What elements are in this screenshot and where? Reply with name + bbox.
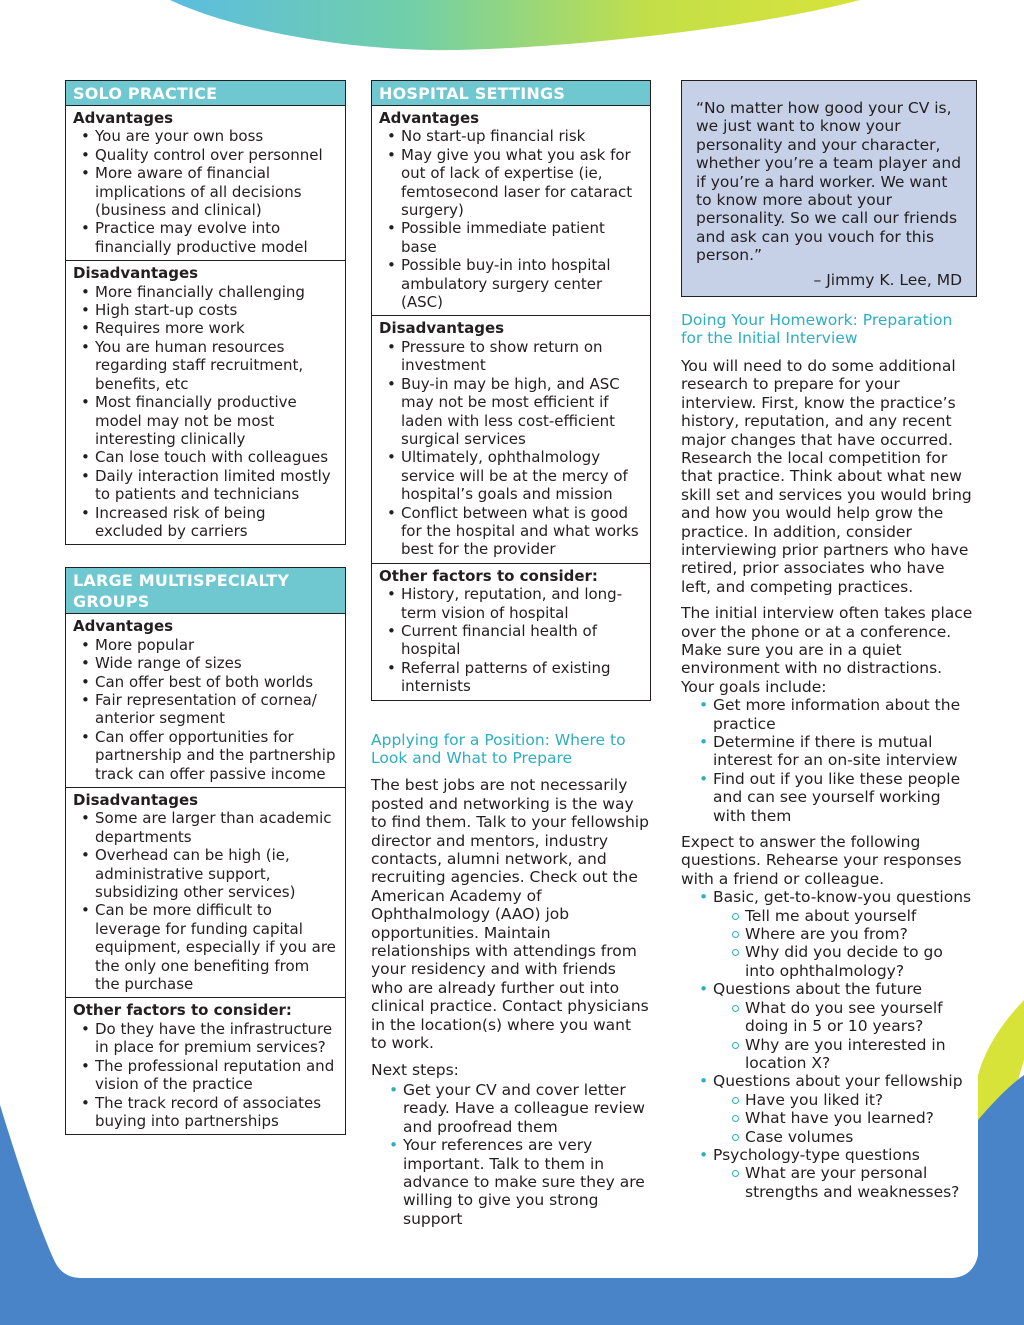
disadvantages-section (66, 261, 345, 544)
list-item: Why are you interested in location X? (731, 1036, 977, 1073)
list-item: • No start-up financial risk (387, 127, 643, 145)
section-title: Disadvantages (73, 791, 199, 809)
list-item: • Possible buy-in into hospital ambulatory surgery center (ASC) (387, 256, 643, 311)
list-item: • Determine if there is mutual interest for an on-site interview (699, 733, 977, 770)
list-item: • Overhead can be high (ie, administrative support, subsidizing other services) (81, 846, 338, 901)
section-title: Advantages (379, 109, 480, 127)
section-title: Disadvantages (379, 319, 505, 338)
list-item: • Some are larger than academic departments (81, 809, 338, 846)
box-title: HOSPITAL SETTINGS (372, 81, 650, 106)
section-title: Disadvantages (73, 264, 199, 283)
quote-text: “No matter how good your CV is, we just want to know your personality and your character, whether you’re a team player and if you’re a hard worker. We want to know more about your personality. So we call our friends and ask can you vouch for this person.” (696, 99, 962, 265)
list-item: • Find out if you like these people and can see yourself working with them (699, 770, 977, 825)
list-item: • The professional reputation and vision of the practice (81, 1057, 338, 1094)
section-title: Other factors to consider: (73, 1001, 292, 1020)
list-item: • More financially challenging (81, 283, 338, 301)
list-item: • Can offer opportunities for partnership and the partnership track can offer passive income (81, 728, 338, 783)
list-item: • Increased risk of being excluded by carriers (81, 504, 338, 541)
list-item (699, 888, 977, 980)
column-right (681, 80, 977, 1209)
solo-practice-box (65, 80, 346, 545)
homework-heading: Doing Your Homework: Preparation for the Initial Interview (681, 311, 953, 348)
homework-section (681, 311, 977, 1201)
list-item: Have you liked it? (731, 1091, 977, 1109)
box-title: LARGE MULTISPECIALTY GROUPS (66, 568, 345, 614)
column-middle (371, 80, 651, 1236)
advantages-section (66, 106, 345, 261)
list-item: • Get more information about the practice (699, 696, 977, 733)
disadvantages-section (66, 788, 345, 998)
list-item: • Wide range of sizes (81, 654, 338, 672)
homework-paragraph: The initial interview often takes place over the phone or at a conference. Make sure you are in a quiet environment with no distractions. Your goals include: (681, 604, 973, 696)
list-item: • Current financial health of hospital (387, 622, 643, 659)
top-swoosh (170, 0, 860, 50)
applying-heading: Applying for a Position: Where to Look and What to Prepare (371, 730, 626, 767)
large-multispecialty-box (65, 567, 346, 1135)
homework-paragraph: Expect to answer the following questions. Rehearse your responses with a friend or colleague. (681, 833, 962, 888)
quote-attribution: – Jimmy K. Lee, MD (813, 270, 962, 289)
list-item: • Can be more difficult to leverage for funding capital equipment, especially if you are the only one benefiting from the purchase (81, 901, 338, 993)
advantages-section (66, 614, 345, 788)
list-item (699, 1072, 977, 1146)
list-item: • High start-up costs (81, 301, 338, 319)
list-item: Tell me about yourself (731, 907, 977, 925)
list-item: • Daily interaction limited mostly to patients and technicians (81, 467, 338, 504)
section-title: Advantages (73, 109, 174, 127)
next-steps-label: Next steps: (371, 1060, 459, 1079)
list-item: • Practice may evolve into financially productive model (81, 219, 338, 256)
question-group-label: Questions about your fellowship (713, 1072, 963, 1091)
list-item: • Quality control over personnel (81, 146, 338, 164)
list-item: Why did you decide to go into ophthalmology? (731, 943, 977, 980)
list-item: • The track record of associates buying into partnerships (81, 1094, 338, 1131)
list-item: • History, reputation, and long-term vision of hospital (387, 585, 643, 622)
list-item: • Requires more work (81, 319, 338, 337)
box-title: SOLO PRACTICE (66, 81, 345, 106)
list-item: • Do they have the infrastructure in place for premium services? (81, 1020, 338, 1057)
question-group-label: Questions about the future (713, 980, 923, 999)
question-group-label: Psychology-type questions (713, 1145, 920, 1164)
column-left (65, 80, 346, 1157)
pull-quote (681, 80, 977, 297)
list-item: • Possible immediate patient base (387, 219, 643, 256)
list-item: • Referral patterns of existing internists (387, 659, 643, 696)
list-item: • Most financially productive model may not be most interesting clinically (81, 393, 338, 448)
other-factors-section (66, 998, 345, 1134)
section-title: Other factors to consider: (379, 566, 598, 585)
list-item: • Your references are very important. Talk to them in advance to make sure they are willing to give you strong support (389, 1136, 651, 1228)
question-group-label: Basic, get-to-know-you questions (713, 888, 972, 907)
list-item (699, 980, 977, 1072)
list-item: Case volumes (731, 1128, 977, 1146)
advantages-section (372, 106, 650, 316)
homework-paragraph: You will need to do some additional research to prepare for your interview. First, know the practice’s history, reputation, and any recent major changes that have occurred. Research the local competition for that practice. Think about what new skill set and services you would bring and how you would help grow the practice. In addition, consider interviewing prior partners who have retired, prior associates who have left, and competing practices. (681, 356, 972, 596)
disadvantages-section (372, 316, 650, 563)
list-item: What have you learned? (731, 1109, 977, 1127)
list-item: • More aware of financial implications of all decisions (business and clinical) (81, 164, 338, 219)
list-item: • Get your CV and cover letter ready. Have a colleague review and proofread them (389, 1081, 651, 1136)
list-item: • Conflict between what is good for the hospital and what works best for the provider (387, 504, 643, 559)
section-title: Advantages (73, 617, 174, 636)
list-item: • More popular (81, 636, 338, 654)
list-item: • You are human resources regarding staff recruitment, benefits, etc (81, 338, 338, 393)
list-item: • Fair representation of cornea/ anterior segment (81, 691, 338, 728)
applying-paragraph: The best jobs are not necessarily posted and networking is the way to find them. Talk to your fellowship director and mentors, industry contacts, alumni network, and recruiting agencies. Check out the American Academy of Ophthalmology (AAO) job opportunities. Maintain relationships with attendings from your residency and with friends who are already further out into clinical practice. Contact physicians in the location(s) where you want to work. (371, 776, 649, 1053)
applying-section (371, 731, 651, 1229)
list-item: Where are you from? (731, 925, 977, 943)
list-item: • Buy-in may be high, and ASC may not be most efficient if laden with less cost-efficient surgical services (387, 375, 643, 449)
hospital-settings-box (371, 80, 651, 701)
list-item: • May give you what you ask for out of lack of expertise (ie, femtosecond laser for cataract surgery) (387, 146, 643, 220)
list-item (699, 1146, 977, 1201)
other-factors-section (372, 564, 650, 700)
list-item: What do you see yourself doing in 5 or 10 years? (731, 999, 977, 1036)
list-item: • Pressure to show return on investment (387, 338, 643, 375)
list-item: • You are your own boss (81, 127, 338, 145)
list-item: • Can lose touch with colleagues (81, 448, 338, 466)
list-item: • Ultimately, ophthalmology service will be at the mercy of hospital’s goals and mission (387, 448, 643, 503)
list-item: What are your personal strengths and weaknesses? (731, 1164, 977, 1201)
list-item: • Can offer best of both worlds (81, 673, 338, 691)
